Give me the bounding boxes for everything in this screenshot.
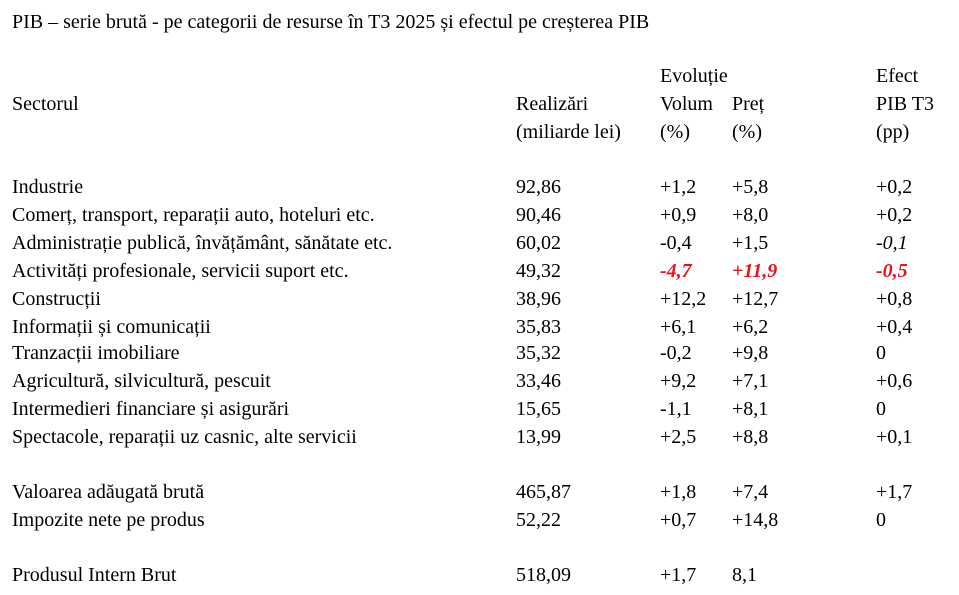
row-pret: +12,7 <box>732 288 779 310</box>
row-efect-highlight: -0,5 <box>876 260 908 282</box>
header-volum: Volum <box>660 93 713 115</box>
row-pret-highlight: +11,9 <box>732 260 778 282</box>
row-sector: Industrie <box>12 176 84 198</box>
row-pret: +8,1 <box>732 398 769 420</box>
row-realizari: 38,96 <box>516 288 561 310</box>
row-realizari: 35,83 <box>516 316 561 338</box>
row-efect: 0 <box>876 398 886 420</box>
header-sector: Sectorul <box>12 93 79 115</box>
gdp-volum: +1,7 <box>660 564 697 586</box>
row-volum: +6,1 <box>660 316 697 338</box>
row-pret: +8,8 <box>732 426 769 448</box>
gdp-pret: 8,1 <box>732 564 757 586</box>
row-sector: Informații și comunicații <box>12 316 211 338</box>
row-efect: +0,4 <box>876 316 913 338</box>
header-efect: Efect <box>876 65 919 87</box>
row-volum: -0,4 <box>660 232 692 254</box>
page-title: PIB – serie brută - pe categorii de resurse în T3 2025 și efectul pe creșterea PIB <box>12 11 650 33</box>
gdp-realizari: 518,09 <box>516 564 571 586</box>
row-realizari: 33,46 <box>516 370 561 392</box>
header-realizari-unit: (miliarde lei) <box>516 121 621 143</box>
row-sector: Tranzacții imobiliare <box>12 342 180 364</box>
row-efect: 0 <box>876 342 886 364</box>
row-sector: Administrație publică, învățământ, sănătate etc. <box>12 232 393 254</box>
row-pret: +9,8 <box>732 342 769 364</box>
row-volum-highlight: -4,7 <box>660 260 692 282</box>
row-volum: +9,2 <box>660 370 697 392</box>
header-pret: Preț <box>732 93 765 115</box>
total-efect: +1,7 <box>876 481 913 503</box>
row-pret: +1,5 <box>732 232 769 254</box>
row-sector: Activități profesionale, servicii suport etc. <box>12 260 349 282</box>
row-efect: +0,2 <box>876 176 913 198</box>
header-realizari: Realizări <box>516 93 589 115</box>
row-volum: +1,2 <box>660 176 697 198</box>
total-realizari: 52,22 <box>516 509 561 531</box>
row-volum: +2,5 <box>660 426 697 448</box>
row-sector: Comerț, transport, reparații auto, hoteluri etc. <box>12 204 375 226</box>
row-realizari: 35,32 <box>516 342 561 364</box>
row-volum: -1,1 <box>660 398 692 420</box>
total-realizari: 465,87 <box>516 481 571 503</box>
row-efect: -0,1 <box>876 232 908 254</box>
row-sector: Intermedieri financiare și asigurări <box>12 398 290 420</box>
row-pret: +5,8 <box>732 176 769 198</box>
row-volum: +0,9 <box>660 204 697 226</box>
header-efect-pib: PIB T3 <box>876 93 934 115</box>
row-realizari: 90,46 <box>516 204 561 226</box>
row-realizari: 13,99 <box>516 426 561 448</box>
total-volum: +1,8 <box>660 481 697 503</box>
row-volum: -0,2 <box>660 342 692 364</box>
total-pret: +7,4 <box>732 481 769 503</box>
row-efect: +0,2 <box>876 204 913 226</box>
row-volum: +12,2 <box>660 288 707 310</box>
total-pret: +14,8 <box>732 509 779 531</box>
total-volum: +0,7 <box>660 509 697 531</box>
row-pret: +7,1 <box>732 370 769 392</box>
row-efect: +0,1 <box>876 426 913 448</box>
header-volum-unit: (%) <box>660 121 690 143</box>
total-sector: Valoarea adăugată brută <box>12 481 205 503</box>
row-realizari: 15,65 <box>516 398 561 420</box>
row-efect: +0,8 <box>876 288 913 310</box>
total-sector: Impozite nete pe produs <box>12 509 205 531</box>
header-pret-unit: (%) <box>732 121 762 143</box>
row-sector: Spectacole, reparații uz casnic, alte servicii <box>12 426 357 448</box>
row-sector: Agricultură, silvicultură, pescuit <box>12 370 271 392</box>
header-efect-unit: (pp) <box>876 121 910 143</box>
row-realizari: 60,02 <box>516 232 561 254</box>
row-pret: +6,2 <box>732 316 769 338</box>
row-realizari: 49,32 <box>516 260 561 282</box>
row-pret: +8,0 <box>732 204 769 226</box>
gdp-sector: Produsul Intern Brut <box>12 564 177 586</box>
header-evolutie: Evoluție <box>660 65 728 87</box>
row-sector: Construcții <box>12 288 101 310</box>
row-efect: +0,6 <box>876 370 913 392</box>
row-realizari: 92,86 <box>516 176 561 198</box>
total-efect: 0 <box>876 509 886 531</box>
